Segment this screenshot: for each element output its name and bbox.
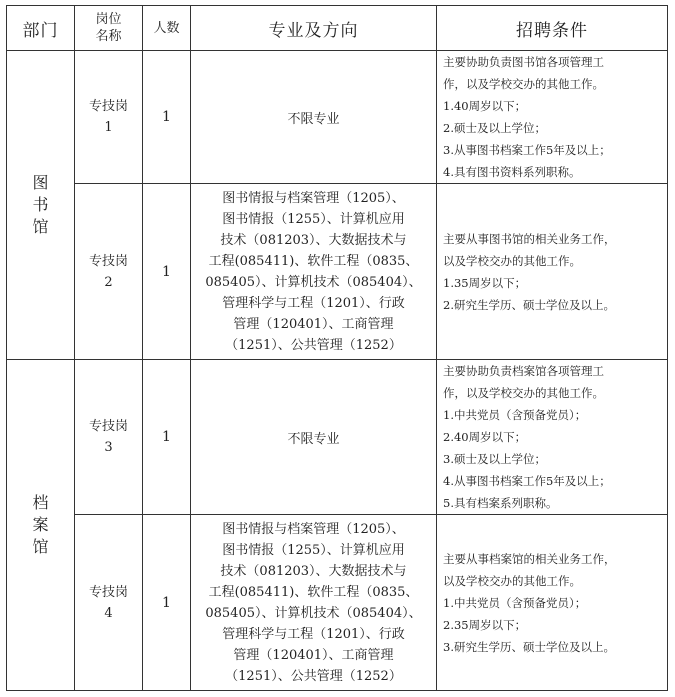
header-post-text: 岗位名称 xyxy=(95,12,122,44)
post-cell xyxy=(75,51,143,184)
post-cell xyxy=(75,360,143,515)
condition-line: 主要从事图书馆的相关业务工作， xyxy=(443,231,616,246)
post-number: 4 xyxy=(104,605,113,621)
table-row xyxy=(7,360,668,515)
major-line: 管理科学与工程（1201）、行政 xyxy=(222,626,405,642)
conditions-cell xyxy=(437,184,668,360)
conditions-cell xyxy=(437,51,668,184)
dept-char: 馆 xyxy=(32,217,49,236)
major-line: 图书情报（1255）、计算机应用 xyxy=(222,542,405,558)
header-dept: 部门 xyxy=(7,6,75,51)
major-line: （1251）、公共管理（1252） xyxy=(225,668,402,684)
condition-line: 4.从事图书档案工作5年及以上； xyxy=(443,474,611,488)
header-row xyxy=(7,6,668,51)
major-line: 工程(085411)、软件工程（0835、 xyxy=(208,584,419,600)
condition-line: 作，以及学校交办的其他工作。 xyxy=(443,77,604,91)
condition-line: 5.具有档案系列职称。 xyxy=(443,496,558,510)
condition-line: 2.研究生学历、硕士学位及以上。 xyxy=(443,297,615,312)
count-cell: 1 xyxy=(143,515,191,691)
condition-line: 以及学校交办的其他工作。 xyxy=(443,253,581,268)
condition-line: 主要从事档案馆的相关业务工作， xyxy=(443,551,616,566)
condition-line: 1.中共党员（含预备党员）； xyxy=(443,408,587,422)
major-line: 管理科学与工程（1201）、行政 xyxy=(222,295,405,311)
conditions-cell xyxy=(437,515,668,691)
post-name: 专技岗 xyxy=(88,419,128,434)
dept-cell-library xyxy=(7,51,75,360)
post-number: 3 xyxy=(104,440,113,455)
condition-line: 1.40周岁以下； xyxy=(443,99,527,113)
condition-line: 以及学校交办的其他工作。 xyxy=(443,573,581,588)
condition-line: 3.研究生学历、硕士学位及以上。 xyxy=(443,639,615,654)
recruitment-table xyxy=(6,5,668,691)
condition-line: 4.具有图书资料系列职称。 xyxy=(443,165,581,179)
table-row xyxy=(7,51,668,184)
major-cell: 不限专业 xyxy=(191,51,437,184)
count-cell: 1 xyxy=(143,51,191,184)
major-line: 085405）、计算机技术（085404）、 xyxy=(205,274,422,290)
major-line: 技术（081203）、大数据技术与 xyxy=(220,232,407,248)
major-line: 管理（120401）、工商管理 xyxy=(233,316,394,332)
major-line: 技术（081203）、大数据技术与 xyxy=(220,563,407,579)
condition-line: 主要协助负责档案馆各项管理工 xyxy=(443,364,604,378)
dept-char: 书 xyxy=(32,195,49,214)
major-line: 085405）、计算机技术（085404）、 xyxy=(205,605,422,621)
table-row xyxy=(7,515,668,691)
condition-line: 3.从事图书档案工作5年及以上； xyxy=(443,143,611,157)
header-conditions: 招聘条件 xyxy=(437,6,668,51)
condition-line: 2.35周岁以下； xyxy=(443,617,527,632)
major-line: 图书情报与档案管理（1205）、 xyxy=(222,521,405,537)
major-line: 管理（120401）、工商管理 xyxy=(233,647,394,663)
table-row xyxy=(7,184,668,360)
dept-cell-archives xyxy=(7,360,75,691)
header-count: 人数 xyxy=(143,6,191,51)
condition-line: 2.40周岁以下； xyxy=(443,430,527,444)
major-line: 图书情报与档案管理（1205）、 xyxy=(222,190,405,206)
post-name: 专技岗 xyxy=(88,584,128,600)
major-cell xyxy=(191,184,437,360)
post-number: 1 xyxy=(104,120,113,135)
condition-line: 1.35周岁以下； xyxy=(443,275,527,290)
major-line: 图书情报（1255）、计算机应用 xyxy=(222,211,405,227)
condition-line: 2.硕士及以上学位； xyxy=(443,121,546,135)
dept-char: 档 xyxy=(32,493,49,512)
recruitment-table-wrapper xyxy=(6,5,668,691)
condition-line: 1.中共党员（含预备党员）； xyxy=(443,595,587,610)
header-major: 专业及方向 xyxy=(191,6,437,51)
major-cell: 不限专业 xyxy=(191,360,437,515)
post-name: 专技岗 xyxy=(88,253,128,269)
conditions-cell xyxy=(437,360,668,515)
post-number: 2 xyxy=(104,274,113,290)
dept-char: 案 xyxy=(32,515,49,534)
post-name: 专技岗 xyxy=(88,99,128,114)
count-cell: 1 xyxy=(143,184,191,360)
post-cell xyxy=(75,515,143,691)
condition-line: 作，以及学校交办的其他工作。 xyxy=(443,386,604,400)
dept-char: 馆 xyxy=(32,537,49,556)
count-cell: 1 xyxy=(143,360,191,515)
major-cell xyxy=(191,515,437,691)
major-line: （1251）、公共管理（1252） xyxy=(225,337,402,353)
major-line: 工程(085411)、软件工程（0835、 xyxy=(208,253,419,269)
header-post xyxy=(75,6,143,51)
condition-line: 3.硕士及以上学位； xyxy=(443,452,546,466)
post-cell xyxy=(75,184,143,360)
dept-char: 图 xyxy=(32,173,49,192)
condition-line: 主要协助负责图书馆各项管理工 xyxy=(443,55,604,69)
